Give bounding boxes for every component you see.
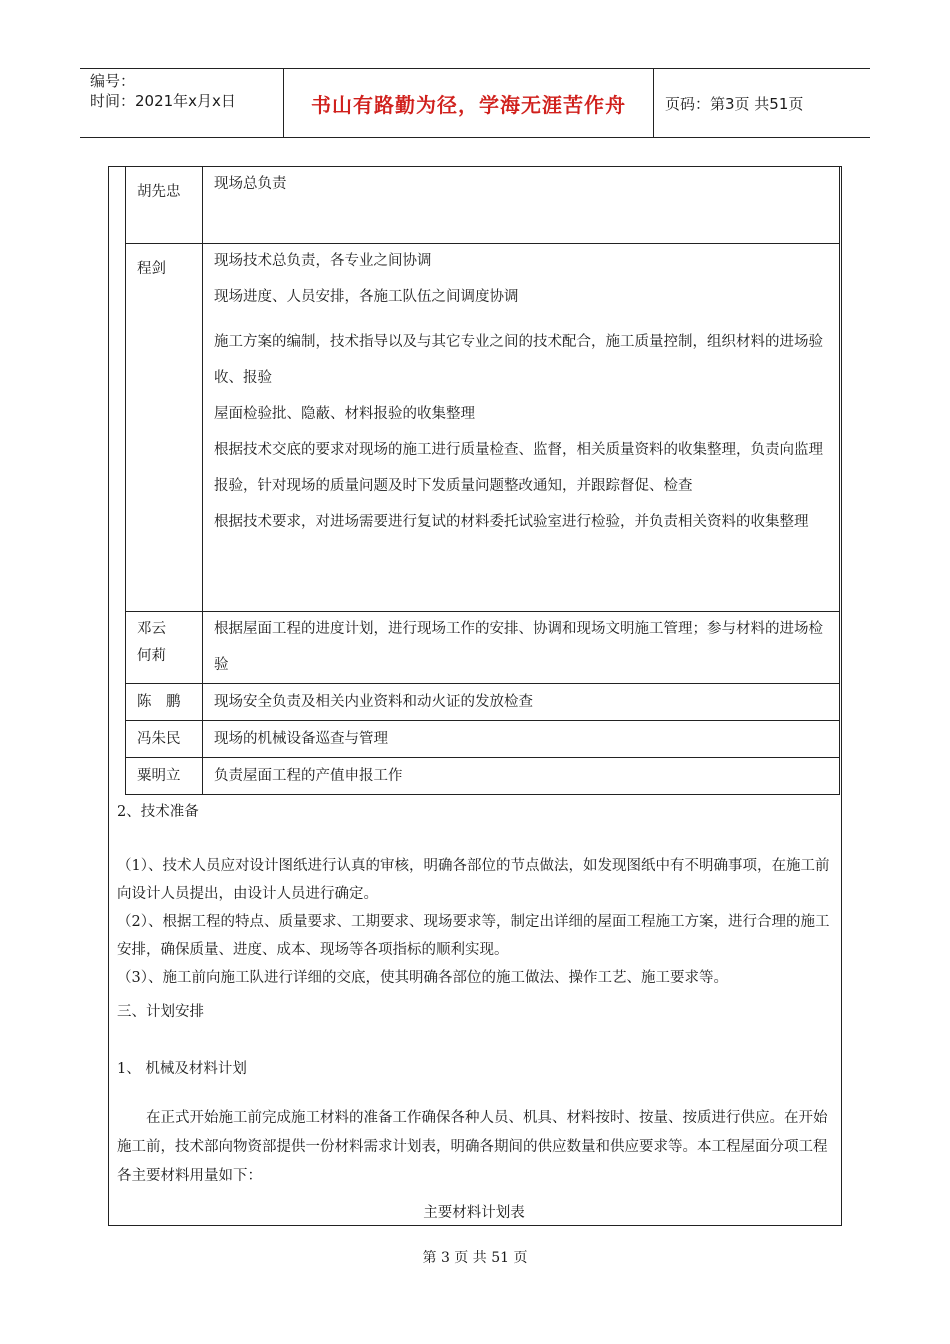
staff-name-line: 邓云: [137, 621, 166, 637]
table-row: [126, 721, 840, 758]
duty-line: 施工方案的编制，技术指导以及与其它专业之间的技术配合，施工质量控制，组织材料的进场验收、报验: [214, 334, 823, 386]
subsection-title: 1、 机械及材料计划: [117, 1061, 247, 1077]
table-row: [126, 758, 840, 795]
header-divider: [653, 69, 654, 137]
section-title: 三、计划安排: [117, 1004, 204, 1020]
staff-name: 胡先忠: [126, 167, 203, 244]
staff-table: [125, 166, 840, 795]
staff-duty: 现场的机械设备巡查与管理: [203, 721, 840, 758]
staff-name: 程剑: [126, 244, 203, 612]
page-header: [80, 68, 870, 138]
duty-line: 根据技术要求，对进场需要进行复试的材料委托试验室进行检验，并负责相关资料的收集整理: [214, 514, 809, 530]
staff-duty: 现场安全负责及相关内业资料和动火证的发放检查: [203, 684, 840, 721]
staff-name: 陈 鹏: [126, 684, 203, 721]
table-row: [126, 612, 840, 684]
table-row: [126, 684, 840, 721]
table-row: [126, 167, 840, 244]
tech-prep-list: [117, 852, 837, 992]
header-page-info: 页码：第3页 共51页: [665, 94, 804, 113]
body-paragraph: 在正式开始施工前完成施工材料的准备工作确保各种人员、机具、材料按时、按量、按质进行供应。在开始施工前，技术部向物资部提供一份材料需求计划表，明确各期间的供应数量和供应要求等。本工程屋面分项工程各主要材料用量如下：: [117, 1110, 828, 1184]
staff-duty: [203, 612, 840, 684]
table-row: [126, 244, 840, 612]
list-item: （1）、技术人员应对设计图纸进行认真的审核，明确各部位的节点做法，如发现图纸中有不明确事项，在施工前向设计人员提出，由设计人员进行确定。: [117, 858, 830, 902]
staff-duty: [203, 244, 840, 612]
staff-name-line: 何莉: [137, 648, 166, 664]
section-title: 2、技术准备: [117, 804, 199, 820]
staff-name: 冯朱民: [126, 721, 203, 758]
duty-line: 根据屋面工程的进度计划，进行现场工作的安排、协调和现场文明施工管理；参与材料的进场检验: [214, 621, 823, 673]
duty-line: 现场技术总负责，各专业之间协调: [214, 253, 432, 269]
table-caption: 主要材料计划表: [423, 1205, 525, 1221]
list-item: （3）、施工前向施工队进行详细的交底，使其明确各部位的施工做法、操作工艺、施工要求等。: [117, 970, 728, 986]
staff-duty: 负责屋面工程的产值申报工作: [203, 758, 840, 795]
list-item: （2）、根据工程的特点、质量要求、工期要求、现场要求等，制定出详细的屋面工程施工方案，进行合理的施工安排，确保质量、进度、成本、现场等各项指标的顺利实现。: [117, 914, 830, 958]
number-label: 编号：: [90, 72, 136, 90]
staff-name: [126, 612, 203, 684]
duty-line: 现场进度、人员安排，各施工队伍之间调度协调: [214, 289, 519, 305]
duty-line: 现场总负责: [214, 176, 287, 192]
header-meta: [90, 71, 280, 111]
time-label: 时间：2021年x月x日: [90, 92, 236, 110]
header-motto: 书山有路勤为径，学海无涯苦作舟: [311, 92, 626, 117]
page-footer: 第 3 页 共 51 页: [422, 1250, 528, 1266]
staff-duty: [203, 167, 840, 244]
staff-name: 粟明立: [126, 758, 203, 795]
duty-line: 屋面检验批、隐蔽、材料报验的收集整理: [214, 406, 475, 422]
duty-line: 根据技术交底的要求对现场的施工进行质量检查、监督，相关质量资料的收集整理，负责向监理报验，针对现场的质量问题及时下发质量问题整改通知，并跟踪督促、检查: [214, 442, 823, 494]
